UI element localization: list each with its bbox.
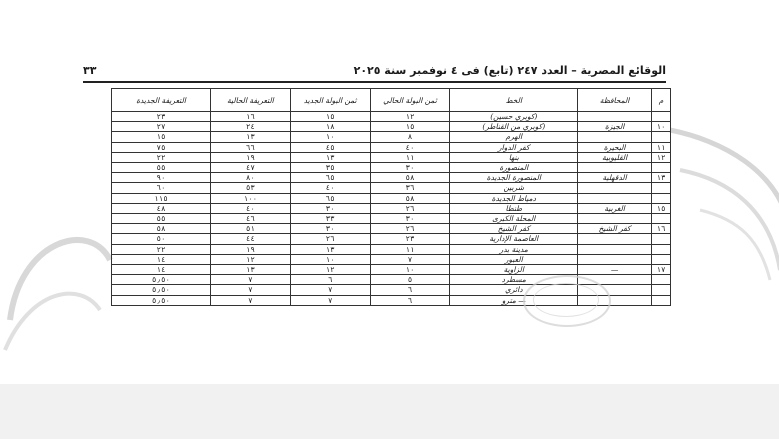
header-rule <box>83 81 666 83</box>
page-number: ٣٣ <box>83 64 97 77</box>
row-current-tariff: ٧ <box>210 275 290 285</box>
row-old-fare: ٧ <box>370 254 450 264</box>
row-new-fare: ١٢ <box>290 265 370 275</box>
row-new-fare: ٦٥ <box>290 173 370 183</box>
row-new-tariff: ٤٨ <box>112 203 211 213</box>
row-new-fare: ١٨ <box>290 122 370 132</box>
header-title: الوقائع المصرية – العدد ٢٤٧ (تابع) فى ٤ نوفمبر سنة ٢٠٢٥ <box>353 64 666 77</box>
row-index <box>652 112 671 122</box>
row-new-tariff: ٢٧ <box>112 122 211 132</box>
row-governorate: الجيزة <box>578 122 652 132</box>
row-index <box>652 132 671 142</box>
row-current-tariff: ١٦ <box>210 112 290 122</box>
row-new-tariff: ٦٠ <box>112 183 211 193</box>
row-current-tariff: ٤٦ <box>210 214 290 224</box>
row-current-tariff: ١٢ <box>210 254 290 264</box>
row-old-fare: ٣٠ <box>370 214 450 224</box>
table-row <box>112 214 671 224</box>
table-row <box>112 122 671 132</box>
row-new-tariff: ٢٢ <box>112 244 211 254</box>
row-new-tariff: ٢٢ <box>112 152 211 162</box>
row-old-fare: ٣٠ <box>370 163 450 173</box>
row-index: ١٦ <box>652 224 671 234</box>
table-row <box>112 142 671 152</box>
row-new-fare: ٤٥ <box>290 142 370 152</box>
row-old-fare: ٥ <box>370 275 450 285</box>
row-index <box>652 295 671 305</box>
row-new-fare: ٢٦ <box>290 234 370 244</box>
row-governorate: البحيرة <box>578 142 652 152</box>
row-new-tariff: ٥٫٥٠ <box>112 295 211 305</box>
row-new-fare: ١٣ <box>290 152 370 162</box>
row-index <box>652 214 671 224</box>
row-old-fare: ١٠ <box>370 265 450 275</box>
row-current-tariff: ٢٤ <box>210 122 290 132</box>
row-route: كفر الشيخ <box>450 224 578 234</box>
row-index: ١٧ <box>652 265 671 275</box>
row-route: مسطرد <box>450 275 578 285</box>
col-header-route: الخط <box>450 89 578 112</box>
row-route: (كوبري من القناطر) <box>450 122 578 132</box>
row-route: المنصورة الجديدة <box>450 173 578 183</box>
row-new-fare: ١٣ <box>290 244 370 254</box>
row-route: الزاوية <box>450 265 578 275</box>
table-row <box>112 183 671 193</box>
col-header-governorate: المحافظة <box>578 89 652 112</box>
row-new-tariff: ٥٠ <box>112 234 211 244</box>
row-governorate <box>578 254 652 264</box>
row-new-fare: ٤٠ <box>290 183 370 193</box>
row-governorate: القليوبية <box>578 152 652 162</box>
row-current-tariff: ٧ <box>210 295 290 305</box>
row-index <box>652 193 671 203</box>
row-new-tariff: ١١٥ <box>112 193 211 203</box>
row-new-tariff: ١٥ <box>112 132 211 142</box>
row-new-tariff: ٥٫٥٠ <box>112 285 211 295</box>
row-old-fare: ١١ <box>370 152 450 162</box>
table-row <box>112 112 671 122</box>
row-route: المحلة الكبرى <box>450 214 578 224</box>
scan-margin <box>0 384 779 439</box>
row-new-tariff: ١٤ <box>112 265 211 275</box>
row-old-fare: ٥٨ <box>370 193 450 203</box>
row-current-tariff: ٦٦ <box>210 142 290 152</box>
row-current-tariff: ٥٣ <box>210 183 290 193</box>
row-current-tariff: ١٩ <box>210 244 290 254</box>
row-old-fare: ١٢ <box>370 112 450 122</box>
row-index: ١٠ <box>652 122 671 132</box>
row-old-fare: ٦ <box>370 295 450 305</box>
row-governorate: كفر الشيخ <box>578 224 652 234</box>
row-current-tariff: ٧ <box>210 285 290 295</box>
row-new-fare: ٦٥ <box>290 193 370 203</box>
row-new-tariff: ٥٨ <box>112 224 211 234</box>
row-old-fare: ٥٨ <box>370 173 450 183</box>
table-row <box>112 203 671 213</box>
row-old-fare: ٢٣ <box>370 234 450 244</box>
row-old-fare: ٤٠ <box>370 142 450 152</box>
row-current-tariff: ٤٧ <box>210 163 290 173</box>
table-row <box>112 163 671 173</box>
row-index <box>652 244 671 254</box>
row-old-fare: ٨ <box>370 132 450 142</box>
row-governorate: — <box>578 265 652 275</box>
row-current-tariff: ١٩ <box>210 152 290 162</box>
row-route: — مترو <box>450 295 578 305</box>
row-new-fare: ٦ <box>290 275 370 285</box>
row-new-fare: ١٠ <box>290 132 370 142</box>
row-new-fare: ١٥ <box>290 112 370 122</box>
row-new-fare: ١٠ <box>290 254 370 264</box>
tariff-table <box>111 88 671 306</box>
row-old-fare: ٦ <box>370 285 450 295</box>
row-governorate: الغربية <box>578 203 652 213</box>
row-route: كفر الدوار <box>450 142 578 152</box>
row-new-fare: ٣٥ <box>290 163 370 173</box>
row-new-tariff: ٥٫٥٠ <box>112 275 211 285</box>
row-governorate <box>578 234 652 244</box>
page-header <box>83 64 666 77</box>
row-old-fare: ٢٦ <box>370 203 450 213</box>
table-row <box>112 152 671 162</box>
row-index: ١٥ <box>652 203 671 213</box>
row-index <box>652 234 671 244</box>
row-new-tariff: ٢٣ <box>112 112 211 122</box>
col-header-new-fare: ثمن البولة الجديد <box>290 89 370 112</box>
row-index: ١٣ <box>652 173 671 183</box>
row-governorate <box>578 112 652 122</box>
row-route: العبور <box>450 254 578 264</box>
row-current-tariff: ١٣ <box>210 265 290 275</box>
row-route: المنصورة <box>450 163 578 173</box>
col-header-index: م <box>652 89 671 112</box>
row-route: مدينة بدر <box>450 244 578 254</box>
table-row <box>112 254 671 264</box>
row-index <box>652 254 671 264</box>
row-old-fare: ١١ <box>370 244 450 254</box>
row-governorate <box>578 183 652 193</box>
row-governorate <box>578 132 652 142</box>
col-header-old-fare: ثمن البولة الحالي <box>370 89 450 112</box>
col-header-current-tariff: التعريفة الحالية <box>210 89 290 112</box>
table-header-row <box>112 89 671 112</box>
row-index <box>652 163 671 173</box>
table-row <box>112 265 671 275</box>
row-new-fare: ٣٠ <box>290 224 370 234</box>
row-current-tariff: ٨٠ <box>210 173 290 183</box>
row-index: ١١ <box>652 142 671 152</box>
table-row <box>112 234 671 244</box>
row-index <box>652 285 671 295</box>
table-row <box>112 193 671 203</box>
row-route: العاصمة الإدارية <box>450 234 578 244</box>
col-header-new-tariff: التعريفة الجديدة <box>112 89 211 112</box>
row-new-tariff: ٥٥ <box>112 163 211 173</box>
row-index: ١٢ <box>652 152 671 162</box>
row-route: دائري <box>450 285 578 295</box>
row-current-tariff: ٤٠ <box>210 203 290 213</box>
row-current-tariff: ٤٤ <box>210 234 290 244</box>
row-new-fare: ٣٠ <box>290 203 370 213</box>
row-new-tariff: ١٤ <box>112 254 211 264</box>
row-current-tariff: ١٠٠ <box>210 193 290 203</box>
row-new-fare: ٧ <box>290 285 370 295</box>
official-stamp-inner <box>533 283 599 317</box>
row-new-tariff: ٧٥ <box>112 142 211 152</box>
row-new-tariff: ٥٥ <box>112 214 211 224</box>
table-row <box>112 224 671 234</box>
row-governorate <box>578 214 652 224</box>
row-route: طنطا <box>450 203 578 213</box>
row-route: (كوبري حسين) <box>450 112 578 122</box>
row-index <box>652 183 671 193</box>
row-current-tariff: ١٣ <box>210 132 290 142</box>
row-index <box>652 275 671 285</box>
row-old-fare: ٢٦ <box>370 224 450 234</box>
row-old-fare: ١٥ <box>370 122 450 132</box>
row-governorate: الدقهلية <box>578 173 652 183</box>
row-new-fare: ٣٣ <box>290 214 370 224</box>
row-new-tariff: ٩٠ <box>112 173 211 183</box>
row-new-fare: ٧ <box>290 295 370 305</box>
table-body <box>112 112 671 306</box>
table-row <box>112 132 671 142</box>
row-route: شربين <box>450 183 578 193</box>
row-route: بنها <box>450 152 578 162</box>
row-governorate <box>578 244 652 254</box>
table-row <box>112 244 671 254</box>
row-route: دمياط الجديدة <box>450 193 578 203</box>
row-governorate <box>578 163 652 173</box>
row-old-fare: ٣٦ <box>370 183 450 193</box>
table-row <box>112 173 671 183</box>
row-route: الهرم <box>450 132 578 142</box>
row-governorate <box>578 193 652 203</box>
row-current-tariff: ٥١ <box>210 224 290 234</box>
